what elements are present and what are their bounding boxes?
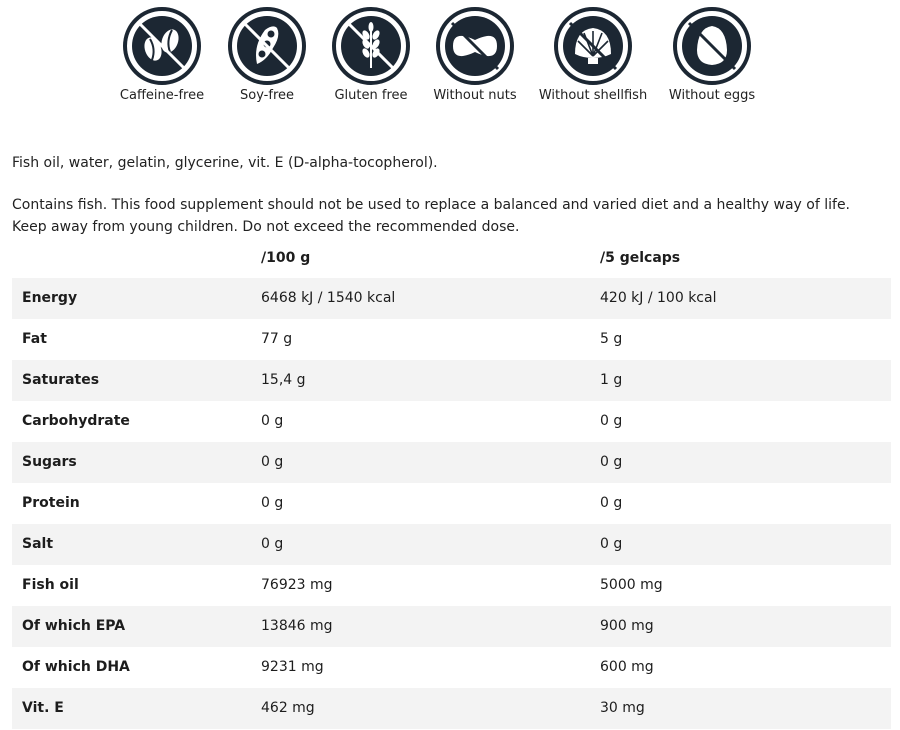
nutrient-name: Fat [22,331,47,347]
badge-label: Gluten free [334,88,408,103]
table-row [12,401,891,442]
table-row [12,606,891,647]
egg-icon [672,6,752,86]
value-per-100g: 0 g [261,495,284,511]
table-row [12,319,891,360]
value-per-100g: 0 g [261,413,284,429]
coffee-beans-icon [122,6,202,86]
table-row [12,360,891,401]
value-per-100g: 13846 mg [261,618,333,634]
value-per-5-gelcaps: 0 g [600,413,623,429]
value-per-100g: 15,4 g [261,372,306,388]
shell-icon [553,6,633,86]
value-per-5-gelcaps: 0 g [600,454,623,470]
nutrient-name: Vit. E [22,700,64,716]
peanut-icon [435,6,515,86]
table-row [12,278,891,319]
value-per-100g: 76923 mg [261,577,333,593]
nutrient-name: Energy [22,290,78,306]
badge-without-shellfish [528,6,658,103]
value-per-100g: 0 g [261,454,284,470]
ingredients-text: Fish oil, water, gelatin, glycerine, vit. E (D-alpha-tocopherol). [12,155,438,171]
table-row [12,442,891,483]
value-per-5-gelcaps: 5000 mg [600,577,663,593]
nutrient-name: Carbohydrate [22,413,130,429]
badge-label: Without eggs [668,88,756,103]
table-row [12,483,891,524]
nutrient-name: Protein [22,495,80,511]
table-row [12,524,891,565]
value-per-100g: 0 g [261,536,284,552]
value-per-100g: 462 mg [261,700,315,716]
value-per-5-gelcaps: 600 mg [600,659,654,675]
badge-label: Without shellfish [538,88,648,103]
value-per-100g: 77 g [261,331,293,347]
nutrient-name: Fish oil [22,577,79,593]
soybean-icon [227,6,307,86]
header-per-5-gelcaps: /5 gelcaps [600,250,681,266]
value-per-5-gelcaps: 900 mg [600,618,654,634]
value-per-5-gelcaps: 0 g [600,495,623,511]
value-per-5-gelcaps: 1 g [600,372,623,388]
table-row [12,565,891,606]
nutrient-name: Of which DHA [22,659,130,675]
nutrient-name: Saturates [22,372,100,388]
value-per-5-gelcaps: 30 mg [600,700,645,716]
badge-label: Without nuts [433,88,517,103]
header-per-100g: /100 g [261,250,311,266]
table-row [12,647,891,688]
nutrient-name: Of which EPA [22,618,126,634]
badge-label: Caffeine-free [119,88,205,103]
value-per-5-gelcaps: 5 g [600,331,623,347]
value-per-5-gelcaps: 420 kJ / 100 kcal [600,290,717,306]
nutrition-table [12,238,891,729]
value-per-100g: 9231 mg [261,659,324,675]
warning-text: Contains fish. This food supplement should not be used to replace a balanced and varied diet and a healthy way of life. Keep away from young children. Do not exceed the recommended dose. [12,197,851,235]
table-row [12,688,891,729]
nutrient-name: Salt [22,536,54,552]
allergen-badges [0,0,900,120]
value-per-100g: 6468 kJ / 1540 kcal [261,290,396,306]
value-per-5-gelcaps: 0 g [600,536,623,552]
table-header-row [12,238,891,278]
wheat-icon [331,6,411,86]
badge-without-eggs [647,6,777,103]
badge-label: Soy-free [240,88,294,103]
badge-without-nuts [410,6,540,103]
nutrient-name: Sugars [22,454,77,470]
